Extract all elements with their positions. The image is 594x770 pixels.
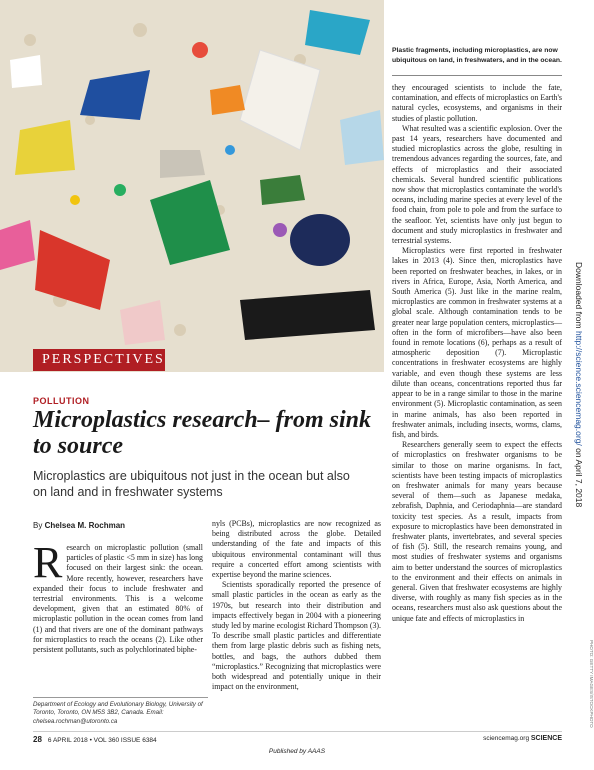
column-1 xyxy=(33,538,203,655)
byline-prefix: By xyxy=(33,521,45,530)
paragraph-text: esearch on microplastic pollution (small particles of plastic <5 mm in size) has long focused on their largest sink: the ocean. More recently, however, researchers have expanded their focus to include freshwater and terrestrial environments. This is a welcome development, given that an estimated 80% of microplastic pollution in the ocean comes from land (1) and that rivers are one of the dominant pathways for microplastics to reach the oceans (2). Like other persistent pollutants, such as polychlorinated biphe- xyxy=(33,543,203,655)
download-suffix: on April 7, 2018 xyxy=(574,445,584,508)
article-title: Microplastics research– from sink to source xyxy=(33,407,372,459)
column-3 xyxy=(392,83,562,624)
site-name: sciencemag.org xyxy=(483,735,530,742)
figure-caption: Plastic fragments, including microplastics, are now ubiquitous on land, in freshwaters, and in the ocean. xyxy=(392,47,562,64)
section-label: PERSPECTIVES xyxy=(33,349,165,371)
paragraph: Microplastics were first reported in freshwater lakes in 2013 (4). Since then, microplastics have been reported on freshwater beaches, in lakes, or in rivers in Africa, Europe, Asia, North America, and South America (5). Just like in the marine realm, microplastics are common in freshwater systems at a global scale. Although contamination tends to be greater near large population centers, microplastics—often in the form of microfibers—have also been found in remote locations (6), perhaps as a result of atmospheric deposition (7). Microplastic concentrations in freshwater ecosystems are highly variable, and even though these systems are less dilute than oceans, concentrations reported thus far appear to be in a range similar to those in the marine environment (5). Microplastic contamination, as seen in marine animals, has also been reported in freshwater animals, including insects, worms, clams, fish, and birds. xyxy=(392,246,562,439)
paragraph: nyls (PCBs), microplastics are now recognized as being distributed across the globe. Detailed understanding of the fate and impacts of this ubiquitous environmental contaminant will thus require a concerted effort among scientists with expertise beyond the marine sciences. xyxy=(212,519,381,580)
microplastics-photo xyxy=(0,0,384,372)
paragraph: they encouraged scientists to include the fate, contamination, and effects of microplastics on Earth's natural cycles, ecosystems, and organisms in their studies of plastic pollution. xyxy=(392,83,562,123)
caption-divider xyxy=(392,75,562,76)
byline xyxy=(33,521,125,530)
paragraph xyxy=(33,538,203,655)
article-subtitle: Microplastics are ubiquitous not just in the ocean but also on land and in freshwater systems xyxy=(33,469,350,499)
drop-cap: R xyxy=(33,538,63,587)
page-number: 28 xyxy=(33,735,42,744)
author-affiliation: Department of Ecology and Evolutionary Biology, University of Toronto, Toronto, ON M5S 3B2, Canada. Email: chelsea.rochman@utoronto.ca xyxy=(33,697,208,726)
footer-right xyxy=(483,735,562,742)
journal-name: SCIENCE xyxy=(530,735,562,742)
paragraph: What resulted was a scientific explosion. Over the past 14 years, researchers have documented and studied microplastics across the globe, resulting in tremendous advances regarding the sources, fate, and effects of microplastics and their associated chemicals. Several hundred scientific publications now show that microplastics contaminate the world's oceans, including marine species at every level of the food chain, from pole to pole and from the surface to the seafloor. Yet, scientists have only just begun to document and study microplastics in freshwater and terrestrial systems. xyxy=(392,123,562,246)
issue-info: 6 APRIL 2018 • VOL 360 ISSUE 6384 xyxy=(47,737,157,744)
column-2 xyxy=(212,519,381,692)
photo-credit: PHOTO: GETTY IMAGES/ISTOCKPHOTO xyxy=(589,640,594,728)
download-prefix: Downloaded from xyxy=(574,262,584,331)
paragraph: Researchers generally seem to expect the effects of microplastics on freshwater organisms to be similar to those on marine organisms. In fact, scientists have been testing impacts of microplastics on freshwater animals for many years because several of them—such as Japanese medaka, zebrafish, Daphnia, and Ceriodaphnia—are standard toxicity test species. As a result, impacts from exposure to microplastics have been demonstrated in freshwater plants, invertebrates, and several species of fish (5). Still, the research remains young, and most studies of freshwater systems and organisms aim to better understand the sources of microplastics to the environment and their effects on animals in general. Given that freshwater ecosystems are highly diverse, with roughly as many fish species as in the oceans, researchers must also ask questions about the unique fate and effects of microplastics in xyxy=(392,440,562,623)
author-name: Chelsea M. Rochman xyxy=(44,521,126,530)
download-link[interactable]: http://science.sciencemag.org/ xyxy=(574,330,584,446)
kicker: POLLUTION xyxy=(33,396,90,406)
paragraph: Scientists sporadically reported the presence of small plastic particles in the ocean as early as the 1970s, but research into their distribution and impacts effectively began in 2004 with a pioneering study led by marine ecologist Richard Thompson (3). To describe small plastic particles and differentiate them from large plastic debris such as fishing nets, bottles, and bags, the authors dubbed them “microplastics.” Recognizing that microplastics were both widespread and potentially unique in their impact on the environment, xyxy=(212,580,381,692)
page-footer xyxy=(33,731,562,744)
footer-left xyxy=(33,735,157,744)
publisher-note: Published by AAAS xyxy=(268,748,326,755)
download-notice xyxy=(572,262,584,562)
